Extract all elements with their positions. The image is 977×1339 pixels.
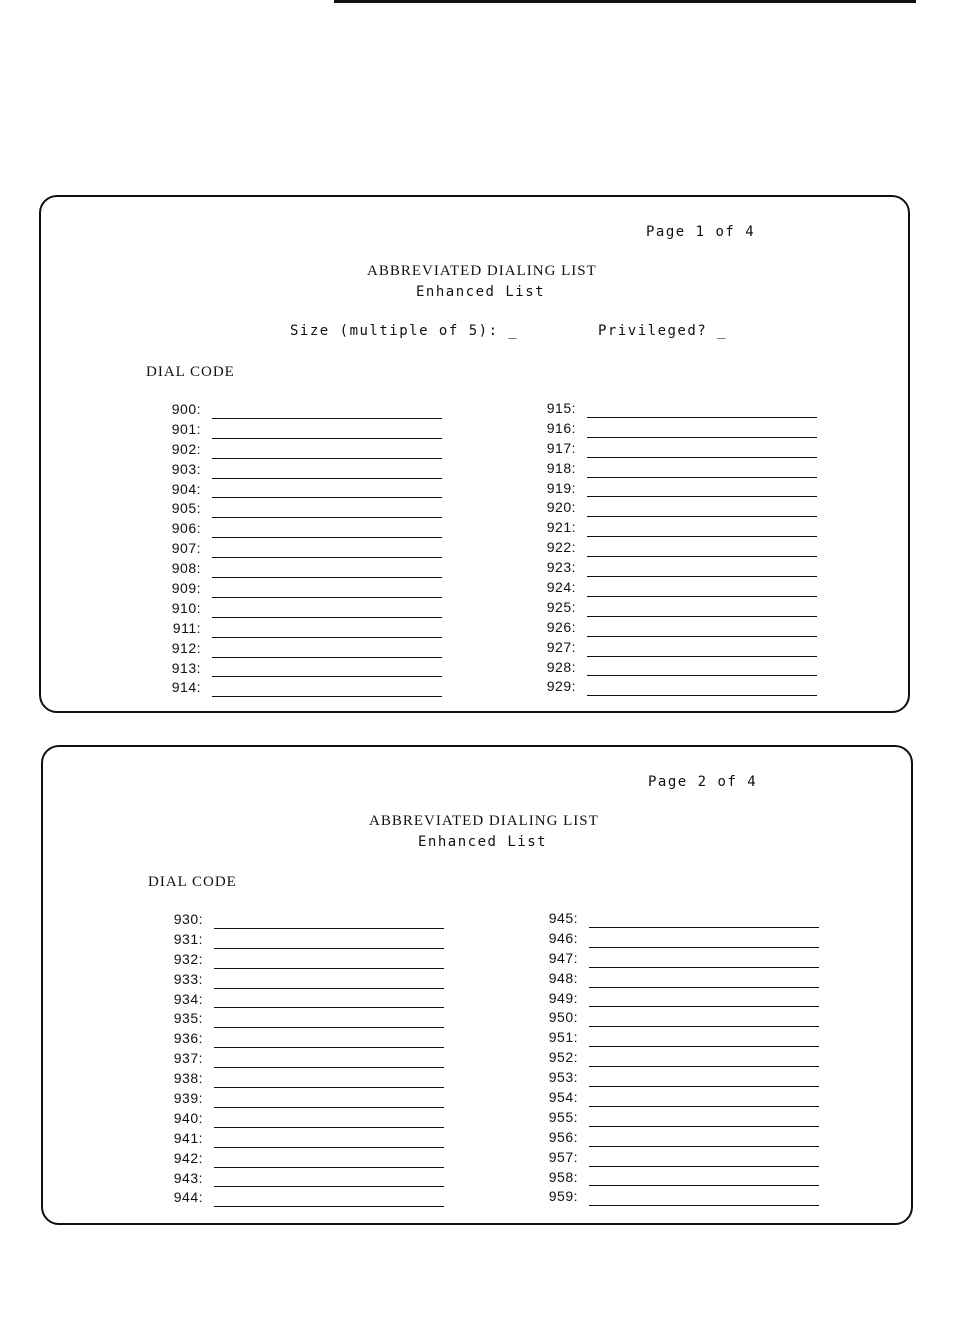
dial-code-label: 909: [171,580,201,597]
dial-code-label: 938: [173,1070,203,1087]
entry-blank-line[interactable] [589,1086,819,1087]
dial-code-label: 902: [171,440,201,457]
dial-code-label: 947: [548,949,578,966]
dial-code-label: 900: [171,401,201,417]
entry-blank-line[interactable] [587,576,817,577]
dial-code-label: 945: [548,910,578,926]
dial-code-label: 916: [546,419,576,436]
entry-blank-line[interactable] [214,1107,444,1108]
dial-code-label: 906: [171,520,201,537]
entry-blank-line[interactable] [587,616,817,617]
top-rule [334,0,916,3]
entry-blank-line[interactable] [589,1106,819,1107]
privileged-field[interactable]: Privileged? _ [598,323,728,339]
dial-code-label: 926: [546,618,576,635]
dial-code-label: 937: [173,1050,203,1067]
form-subtitle: Enhanced List [416,284,546,300]
entry-blank-line[interactable] [214,1087,444,1088]
entry-blank-line[interactable] [589,1126,819,1127]
dial-code-label: 954: [548,1089,578,1106]
dial-code-label: 953: [548,1069,578,1086]
entry-blank-line[interactable] [214,1007,444,1008]
entry-blank-line[interactable] [214,1067,444,1068]
entry-blank-line[interactable] [587,457,817,458]
dial-code-label: 951: [548,1029,578,1046]
entry-blank-line[interactable] [212,517,442,518]
dial-code-label: 919: [546,479,576,496]
dial-code-label: 959: [548,1188,578,1205]
dial-code-label: 949: [548,989,578,1006]
entry-blank-line[interactable] [214,988,444,989]
entry-blank-line[interactable] [587,636,817,637]
dial-code-label: 936: [173,1030,203,1047]
entry-blank-line[interactable] [212,696,442,697]
entry-blank-line[interactable] [587,675,817,676]
form-title: ABBREVIATED DIALING LIST [367,263,597,279]
form-title: ABBREVIATED DIALING LIST [369,813,599,829]
dial-code-header: DIAL CODE [146,364,235,380]
dial-code-label: 958: [548,1168,578,1185]
dial-code-label: 934: [173,990,203,1007]
entry-blank-line[interactable] [214,948,444,949]
dial-code-label: 917: [546,439,576,456]
dial-code-label: 932: [173,950,203,967]
dial-code-label: 957: [548,1148,578,1165]
dial-code-label: 905: [171,500,201,517]
dial-code-label: 920: [546,499,576,516]
dial-code-label: 929: [546,678,576,695]
entry-blank-line[interactable] [212,657,442,658]
entry-blank-line[interactable] [587,536,817,537]
size-field[interactable]: Size (multiple of 5): _ [290,323,519,339]
entry-blank-line[interactable] [589,1066,819,1067]
page-number-label: Page 2 of 4 [648,774,758,790]
dial-code-label: 912: [171,639,201,656]
dial-code-label: 913: [171,659,201,676]
entry-blank-line[interactable] [214,1147,444,1148]
dial-code-header: DIAL CODE [148,874,237,890]
dial-code-label: 914: [171,679,201,696]
dial-code-label: 941: [173,1129,203,1146]
dialing-list-form-page-1 [39,195,910,713]
entry-blank-line[interactable] [214,1167,444,1168]
entry-blank-line[interactable] [214,968,444,969]
entry-blank-line[interactable] [214,1047,444,1048]
dial-code-label: 943: [173,1169,203,1186]
dial-code-label: 928: [546,658,576,675]
entry-blank-line[interactable] [589,947,819,948]
dial-code-label: 921: [546,519,576,536]
dial-code-label: 930: [173,911,203,927]
entry-blank-line[interactable] [587,477,817,478]
form-subtitle: Enhanced List [418,834,548,850]
dial-code-label: 948: [548,969,578,986]
dial-code-label: 911: [172,619,201,636]
dial-code-label: 955: [548,1108,578,1125]
entry-blank-line[interactable] [587,417,817,418]
dial-code-label: 940: [173,1109,203,1126]
entry-blank-line[interactable] [589,1006,819,1007]
entry-blank-line[interactable] [212,497,442,498]
entry-blank-line[interactable] [214,1127,444,1128]
entry-blank-line[interactable] [212,418,442,419]
entry-blank-line[interactable] [589,1205,819,1206]
entry-blank-line[interactable] [589,987,819,988]
entry-blank-line[interactable] [212,617,442,618]
dial-code-label: 923: [546,559,576,576]
entry-blank-line[interactable] [589,1046,819,1047]
entry-blank-line[interactable] [212,676,442,677]
entry-blank-line[interactable] [212,537,442,538]
entry-blank-line[interactable] [212,458,442,459]
entry-blank-line[interactable] [212,557,442,558]
dial-code-label: 904: [171,480,201,497]
dial-code-label: 944: [173,1189,203,1206]
dial-code-label: 907: [171,540,201,557]
dial-code-label: 933: [173,970,203,987]
dial-code-label: 956: [548,1128,578,1145]
entry-blank-line[interactable] [214,928,444,929]
dial-code-label: 935: [173,1010,203,1027]
entry-blank-line[interactable] [589,1166,819,1167]
entry-blank-line[interactable] [589,927,819,928]
dial-code-label: 927: [546,638,576,655]
entry-blank-line[interactable] [589,1146,819,1147]
dial-code-label: 950: [548,1009,578,1026]
dial-code-label: 939: [173,1090,203,1107]
entry-blank-line[interactable] [214,1027,444,1028]
dial-code-label: 942: [173,1149,203,1166]
entry-blank-line[interactable] [212,597,442,598]
page-number-label: Page 1 of 4 [646,224,756,240]
entry-blank-line[interactable] [587,496,817,497]
entry-blank-line[interactable] [212,478,442,479]
entry-blank-line[interactable] [212,577,442,578]
dial-code-label: 925: [546,598,576,615]
entry-blank-line[interactable] [587,437,817,438]
entry-blank-line[interactable] [587,656,817,657]
entry-blank-line[interactable] [589,1185,819,1186]
dial-code-label: 931: [173,930,203,947]
dial-code-label: 952: [548,1049,578,1066]
entry-blank-line[interactable] [212,637,442,638]
entry-blank-line[interactable] [589,967,819,968]
dial-code-label: 946: [548,929,578,946]
entry-blank-line[interactable] [587,695,817,696]
entry-blank-line[interactable] [214,1206,444,1207]
entry-blank-line[interactable] [587,516,817,517]
entry-blank-line[interactable] [587,596,817,597]
dial-code-label: 908: [171,560,201,577]
dial-code-label: 922: [546,539,576,556]
dial-code-label: 903: [171,460,201,477]
dial-code-label: 924: [546,579,576,596]
entry-blank-line[interactable] [589,1026,819,1027]
entry-blank-line[interactable] [587,556,817,557]
dialing-list-form-page-2 [41,745,913,1225]
entry-blank-line[interactable] [212,438,442,439]
dial-code-label: 915: [546,400,576,416]
dial-code-label: 901: [171,420,201,437]
entry-blank-line[interactable] [214,1186,444,1187]
dial-code-label: 918: [546,459,576,476]
dial-code-label: 910: [171,599,201,616]
